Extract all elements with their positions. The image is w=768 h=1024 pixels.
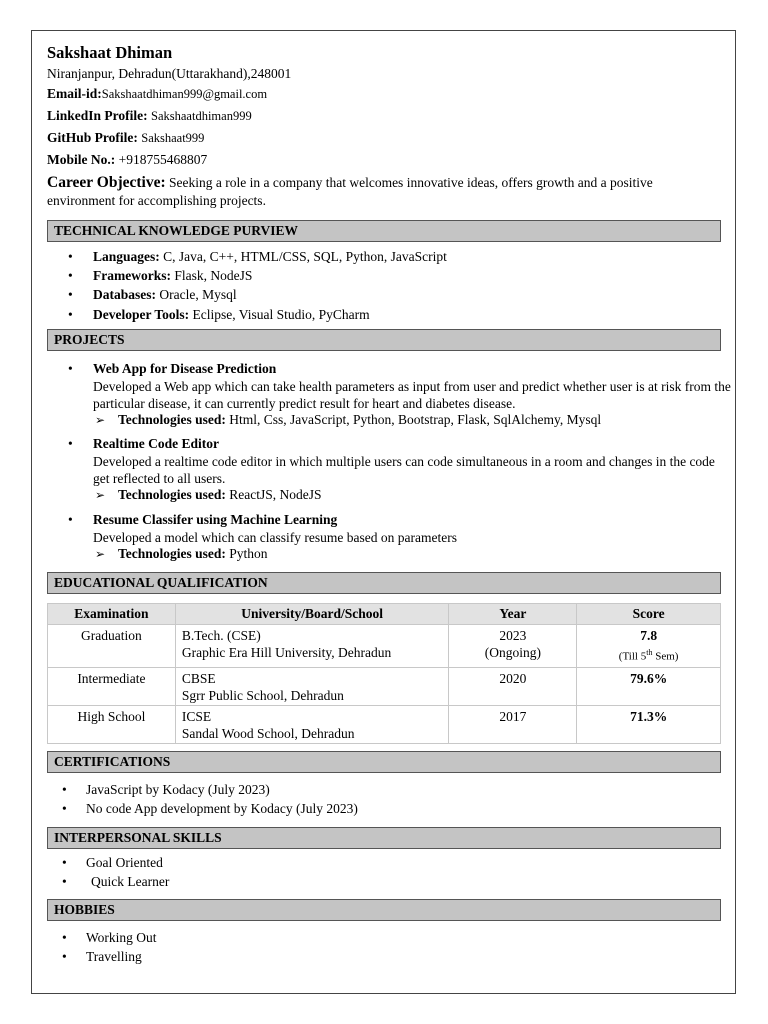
year-note: (Ongoing) <box>484 645 541 660</box>
table-row <box>48 625 721 668</box>
bullet-icon: • <box>62 949 67 964</box>
section-heading-hobbies: HOBBIES <box>47 899 721 921</box>
board-cell <box>175 667 449 705</box>
tech-value: ReactJS, NodeJS <box>229 487 322 502</box>
column-header: University/Board/School <box>175 604 449 625</box>
bullet-icon: • <box>62 855 67 870</box>
board-cell <box>175 705 449 743</box>
column-header: Year <box>449 604 577 625</box>
project-title: Resume Classifer using Machine Learning <box>93 512 338 527</box>
candidate-name: Sakshaat Dhiman <box>47 43 173 62</box>
education-table <box>47 603 721 744</box>
objective-label: Career Objective: <box>47 174 166 191</box>
school-name: Sandal Wood School, Dehradun <box>181 725 355 741</box>
career-objective <box>47 174 717 210</box>
year-cell: 2020 <box>449 667 577 705</box>
tech-value: Html, Css, JavaScript, Python, Bootstrap, Flask, SqlAlchemy, Mysql <box>229 412 602 427</box>
score-note-text: (Till 5 <box>618 650 647 663</box>
linkedin-line <box>47 108 252 124</box>
email-label: Email-id: <box>47 86 102 101</box>
exam-cell: Intermediate <box>48 667 176 705</box>
skill-label: Frameworks: <box>93 268 171 283</box>
email-value: Sakshaatdhiman999@gmail.com <box>101 87 268 101</box>
linkedin-label: LinkedIn Profile: <box>47 108 148 123</box>
board-name: B.Tech. (CSE) <box>181 628 261 643</box>
linkedin-value: Sakshaatdhiman999 <box>151 109 252 123</box>
bullet-icon: • <box>62 782 67 797</box>
skill-value: Oracle, Mysql <box>159 287 237 302</box>
column-header: Score <box>577 604 721 625</box>
score-value: 7.8 <box>640 628 658 643</box>
github-value: Sakshaat999 <box>141 131 205 145</box>
project-description: Developed a Web app which can take health parameters as input from user and predict whether user is at risk from the particular disease, it can currently predict result for heart and diabetes disease. <box>93 379 731 411</box>
bullet-icon: • <box>68 268 73 283</box>
project-tech <box>118 487 322 503</box>
mobile-label: Mobile No.: <box>47 152 116 167</box>
tech-value: Python <box>229 546 268 561</box>
score-cell: 71.3% <box>577 705 721 743</box>
skill-item <box>93 307 370 323</box>
table-header-row <box>48 604 721 625</box>
bullet-icon: • <box>68 512 73 527</box>
skill-list-item: Goal Oriented <box>86 855 163 870</box>
year-cell: 2017 <box>449 705 577 743</box>
github-label: GitHub Profile: <box>47 130 138 145</box>
skill-value: Flask, NodeJS <box>174 268 253 283</box>
certification-item: JavaScript by Kodacy (July 2023) <box>86 782 270 797</box>
arrow-bullet-icon: ➢ <box>95 413 106 427</box>
hobby-item: Working Out <box>86 930 157 945</box>
skill-item <box>93 287 237 303</box>
certification-item: No code App development by Kodacy (July 2023) <box>86 801 358 816</box>
board-name: ICSE <box>181 708 212 724</box>
project-tech <box>118 546 268 562</box>
tech-label: Technologies used: <box>118 487 226 502</box>
mobile-value: +918755468807 <box>118 152 208 167</box>
address: Niranjanpur, Dehradun(Uttarakhand),248001 <box>47 66 292 81</box>
bullet-icon: • <box>62 801 67 816</box>
section-heading-education: EDUCATIONAL QUALIFICATION <box>47 572 721 594</box>
board-name: CBSE <box>181 670 216 686</box>
arrow-bullet-icon: ➢ <box>95 547 106 561</box>
table-row <box>48 667 721 705</box>
skill-label: Databases: <box>93 287 156 302</box>
bullet-icon: • <box>68 436 73 451</box>
objective-text: Seeking a role in a company that welcomes innovative ideas, offers growth and a positive environment for accomplishing projects. <box>47 175 653 208</box>
bullet-icon: • <box>68 287 73 302</box>
column-header: Examination <box>48 604 176 625</box>
bullet-icon: • <box>68 361 73 376</box>
project-title: Realtime Code Editor <box>93 436 219 451</box>
skill-list-item: Quick Learner <box>91 874 170 889</box>
project-description: Developed a model which can classify resume based on parameters <box>93 530 457 545</box>
mobile-line <box>47 152 207 168</box>
tech-label: Technologies used: <box>118 412 226 427</box>
project-description: Developed a realtime code editor in which multiple users can code simultaneous in a room and changes in the code get reflected to all users. <box>93 454 715 486</box>
skill-label: Developer Tools: <box>93 307 190 322</box>
skill-item <box>93 268 252 284</box>
bullet-icon: • <box>62 874 67 889</box>
section-heading-projects: PROJECTS <box>47 329 721 351</box>
year-cell <box>449 625 577 668</box>
skill-item <box>93 249 447 265</box>
hobby-item: Travelling <box>86 949 142 964</box>
bullet-icon: • <box>68 307 73 322</box>
skill-value: Eclipse, Visual Studio, PyCharm <box>192 307 370 322</box>
table-row <box>48 705 721 743</box>
section-heading-certifications: CERTIFICATIONS <box>47 751 721 773</box>
score-note-sup: th <box>646 648 653 657</box>
bullet-icon: • <box>62 930 67 945</box>
github-line <box>47 130 204 146</box>
bullet-icon: • <box>68 249 73 264</box>
skill-label: Languages: <box>93 249 160 264</box>
score-cell: 79.6% <box>577 667 721 705</box>
project-title: Web App for Disease Prediction <box>93 361 277 376</box>
section-heading-technical: TECHNICAL KNOWLEDGE PURVIEW <box>47 220 721 242</box>
email-line <box>47 86 267 102</box>
school-name: Sgrr Public School, Dehradun <box>181 687 344 703</box>
project-tech <box>118 412 601 428</box>
tech-label: Technologies used: <box>118 546 226 561</box>
arrow-bullet-icon: ➢ <box>95 488 106 502</box>
score-cell <box>577 625 721 668</box>
section-heading-interpersonal: INTERPERSONAL SKILLS <box>47 827 721 849</box>
board-cell <box>175 625 449 668</box>
skill-value: C, Java, C++, HTML/CSS, SQL, Python, JavaScript <box>163 249 447 264</box>
score-note-text: Sem) <box>652 650 679 663</box>
exam-cell: Graduation <box>48 625 176 668</box>
exam-cell: High School <box>48 705 176 743</box>
year-value: 2023 <box>499 628 527 643</box>
score-note <box>583 644 714 666</box>
school-name: Graphic Era Hill University, Dehradun <box>181 645 392 660</box>
